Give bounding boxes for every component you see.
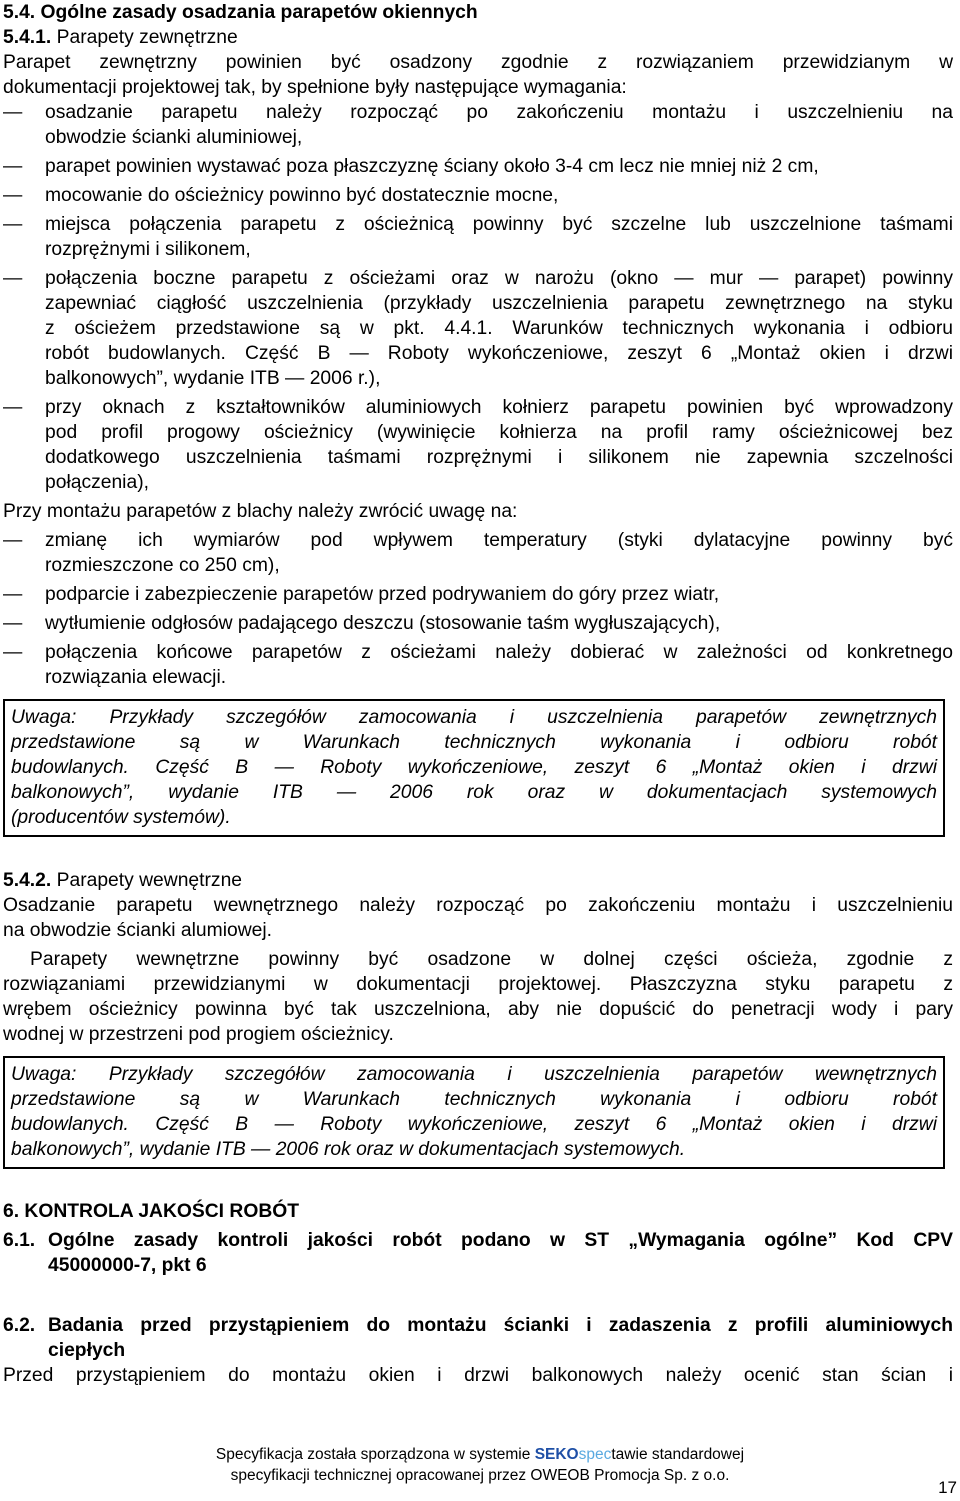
dash-bullet: —: [3, 268, 23, 289]
page-footer: [0, 1444, 960, 1486]
heading-6-2: 6.2. Badania przed przystąpieniem do montażu ścianki i zadaszenia z profili aluminiowych ciepłych: [3, 1315, 953, 1361]
list-item: — parapet powinien wystawać poza płaszczyznę ściany około 3-4 cm lecz nie mniej niż 2 cm,: [3, 156, 819, 177]
section-heading-5-4: 5.4. Ogólne zasady osadzania parapetów okiennych: [3, 2, 478, 23]
sheet-intro: Przy montażu parapetów z blachy należy zwrócić uwagę na:: [3, 501, 518, 522]
document-page: [3, 0, 953, 1388]
footer-line-1: Specyfikacja została sporządzona w systemie SEKOspectawie standardowej: [215, 1446, 745, 1463]
dash-bullet: —: [3, 530, 23, 551]
brand-spec: spec: [578, 1446, 612, 1463]
subheading-5-4-1: 5.4.1. Parapety zewnętrzne: [3, 27, 238, 48]
subheading-5-4-2: 5.4.2. Parapety wewnętrzne: [3, 870, 243, 891]
page-number: 17: [938, 1478, 957, 1497]
sheet-list: [3, 528, 953, 690]
list-item: — wytłumienie odgłosów padającego deszczu (stosowanie taśm wygłuszających),: [3, 613, 721, 634]
paragraph-line: Osadzanie parapetu wewnętrznego należy rozpocząć po zakończeniu montażu i uszczelnieniu: [3, 895, 953, 916]
paragraph-line: Przed przystąpieniem do montażu okien i drzwi balkonowych należy ocenić stan ścian i: [3, 1365, 953, 1386]
footer-line-2: specyfikacji technicznej opracowanej przez OWEOB Promocja Sp. z o.o.: [230, 1467, 730, 1484]
list-item: — połączenia boczne parapetu z ościeżami oraz w narożu (okno — mur — parapet) powinny zapewniać ciągłość uszczelnienia (przykłady uszczelnienia parapetu zewnętrznego na styku z ościeżem przedstawione są w pkt. 4.4.1. Warunków technicznych wykonania i odbioru robót budowlanych. Część B — Roboty wykończeniowe, zeszyt 6 „Montaż okien i drzwi balkonowych”, wydanie ITB — 2006 r.),: [3, 268, 953, 389]
intro-line: dokumentacji projektowej tak, by spełnione były następujące wymagania:: [3, 77, 627, 98]
requirements-list: [3, 100, 953, 495]
list-item: — połączenia końcowe parapetów z ościeżami należy dobierać w zależności od konkretnego rozwiązania elewacji.: [3, 642, 953, 688]
brand-seko: SEKO: [534, 1446, 579, 1463]
dash-bullet: —: [3, 584, 23, 605]
paragraph-line: wodnej w przestrzeni pod progiem ościeżnicy.: [3, 1024, 394, 1045]
list-item: — podparcie i zabezpieczenie parapetów przed podrywaniem do góry przez wiatr,: [3, 584, 720, 605]
section-heading-6: 6. KONTROLA JAKOŚCI ROBÓT: [3, 1201, 300, 1222]
paragraph-line: Parapety wewnętrzne powinny być osadzone w dolnej części ościeża, zgodnie z: [30, 949, 953, 970]
heading-6-1: 6.1. Ogólne zasady kontroli jakości robót podano w ST „Wymagania ogólne” Kod CPV 45000000-7, pkt 6: [3, 1230, 953, 1276]
paragraph-line: wrębem ościeżnicy powinna być tak uszczelniona, aby nie dopuścić do penetracji wody i pary: [3, 999, 953, 1020]
dash-bullet: —: [3, 642, 23, 663]
dash-bullet: —: [3, 156, 23, 177]
list-item: — osadzanie parapetu należy rozpocząć po zakończeniu montażu i uszczelnieniu na obwodzie ścianki aluminiowej,: [3, 102, 953, 148]
dash-bullet: —: [3, 214, 23, 235]
list-item: — mocowanie do ościeżnicy powinno być dostatecznie mocne,: [3, 185, 559, 206]
note-box-external: Uwaga: Przykłady szczegółów zamocowania i uszczelnienia parapetów zewnętrznych przedstawione są w Warunkach technicznych wykonania i odbioru robót budowlanych. Część B — Roboty wykończeniowe, zeszyt 6 „Montaż okien i drzwi balkonowych”, wydanie ITB — 2006 rok oraz w dokumentacjach systemowych (producentów systemów).: [3, 699, 945, 837]
dash-bullet: —: [3, 102, 23, 123]
list-item: — przy oknach z kształtowników aluminiowych kołnierz parapetu powinien być wprowadzony pod profil progowy ościeżnicy (wywinięcie kołnierza na profil ramy ościeżnicowej bez dodatkowego uszczelnienia taśmami rozprężnymi i silikonem nie zapewnia szczelności połączenia),: [3, 397, 953, 493]
list-item: — miejsca połączenia parapetu z ościeżnicą powinny być szczelne lub uszczelnione taśmami rozprężnymi i silikonem,: [3, 214, 953, 260]
list-item: — zmianę ich wymiarów pod wpływem temperatury (styki dylatacyjne powinny być rozmieszczone co 250 cm),: [3, 530, 953, 576]
paragraph-line: rozwiązaniami przewidzianymi w dokumentacji projektowej. Płaszczyzna styku parapetu z: [3, 974, 953, 995]
dash-bullet: —: [3, 613, 23, 634]
paragraph-line: na obwodzie ścianki alumiowej.: [3, 920, 273, 941]
dash-bullet: —: [3, 185, 23, 206]
note-box-internal: Uwaga: Przykłady szczegółów zamocowania i uszczelnienia parapetów wewnętrznych przedstawione są w Warunkach technicznych wykonania i odbioru robót budowlanych. Część B — Roboty wykończeniowe, zeszyt 6 „Montaż okien i drzwi balkonowych”, wydanie ITB — 2006 rok oraz w dokumentacjach systemowych.: [3, 1056, 945, 1169]
dash-bullet: —: [3, 397, 23, 418]
intro-line: Parapet zewnętrzny powinien być osadzony zgodnie z rozwiązaniem przewidzianym w: [3, 52, 953, 73]
